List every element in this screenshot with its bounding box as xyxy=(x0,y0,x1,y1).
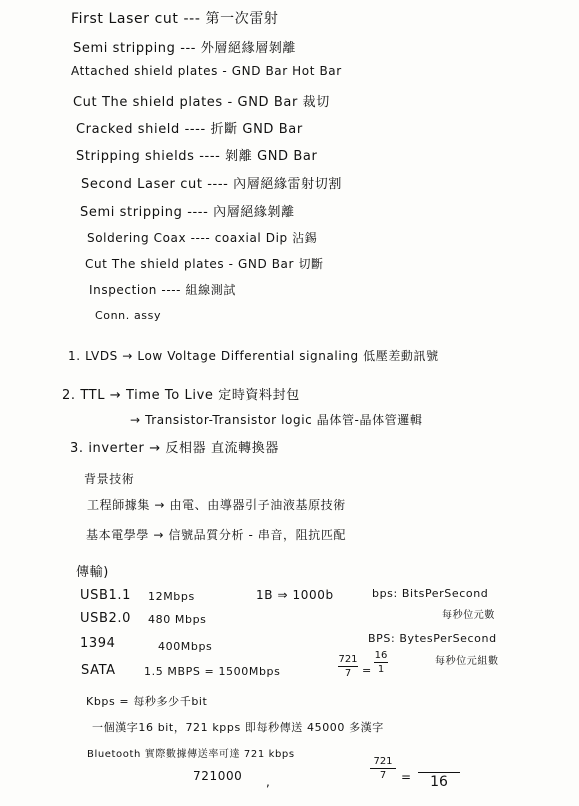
transfer-rate: 400Mbps xyxy=(158,640,213,653)
fraction-16 xyxy=(418,760,460,790)
fraction-denominator: 7 xyxy=(379,770,387,781)
transfer-rate: 480 Mbps xyxy=(148,613,207,626)
fraction-denominator: 7 xyxy=(344,668,352,679)
kbps-line: Kbps = 每秒多少千bit xyxy=(86,695,208,708)
step-line: Inspection ---- 組線測試 xyxy=(89,283,236,297)
Bps-chinese: 每秒位元組數 xyxy=(435,656,499,667)
step-line: Semi stripping --- 外層絕緣層剝離 xyxy=(73,41,297,56)
bps-definition: bps: BitsPerSecond xyxy=(372,587,489,600)
term-line: 3. inverter → 反相器 直流轉換器 xyxy=(70,441,279,456)
fraction-721-over-7 xyxy=(338,654,358,679)
term-line: 2. TTL → Time To Live 定時資料封包 xyxy=(62,388,300,403)
fraction-numerator: 721 xyxy=(373,756,393,767)
Bps-definition: BPS: BytesPerSecond xyxy=(368,632,497,645)
notes-line: 基本電學學 → 信號品質分析 - 串音，阻抗匹配 xyxy=(86,528,347,542)
step-line: Stripping shields ---- 剝離 GND Bar xyxy=(76,149,318,164)
fraction-16-over-1 xyxy=(374,650,388,675)
step-line: First Laser cut --- 第一次雷射 xyxy=(71,11,279,27)
step-line: Cut The shield plates - GND Bar 裁切 xyxy=(73,95,330,110)
transfer-name: 1394 xyxy=(80,636,116,651)
term-line: → Transistor-Transistor logic 晶体管-晶体管邏輯 xyxy=(130,413,423,427)
fraction-numerator xyxy=(418,760,460,771)
step-line: Attached shield plates - GND Bar Hot Bar xyxy=(71,64,342,78)
fraction-denominator: 1 xyxy=(377,664,385,675)
transfer-rate: 1.5 MBPS = 1500Mbps xyxy=(144,665,281,678)
kbps-number: 721000 xyxy=(193,769,243,783)
step-line: Cracked shield ---- 折斷 GND Bar xyxy=(76,122,303,137)
byte-note: 1B ⇒ 1000b xyxy=(256,588,334,602)
bps-chinese: 每秒位元數 xyxy=(442,610,495,621)
step-line: Second Laser cut ---- 內層絕緣雷射切割 xyxy=(81,177,342,192)
kbps-line: 一個漢字16 bit，721 kpps 即每秒傳送 45000 多漢字 xyxy=(92,721,384,734)
notes-line: 工程師據集 → 由電、由導器引子油液基原技術 xyxy=(87,498,346,512)
step-line: Conn. assy xyxy=(95,309,162,322)
fraction-numerator: 16 xyxy=(374,650,388,661)
fraction-numerator: 721 xyxy=(338,654,358,665)
step-line: Soldering Coax ---- coaxial Dip 沾錫 xyxy=(87,231,318,245)
transfer-name: USB1.1 xyxy=(80,588,131,603)
fraction-denominator: 16 xyxy=(430,774,448,790)
equals-sign: = xyxy=(362,664,372,677)
step-line: Cut The shield plates - GND Bar 切斷 xyxy=(85,257,324,271)
notes-heading: 背景技術 xyxy=(84,472,135,486)
transfer-heading: 傳輸) xyxy=(76,565,109,580)
step-line: Semi stripping ---- 內層絕緣剝離 xyxy=(80,205,295,220)
fraction-721-over-7-bottom xyxy=(370,756,396,781)
equals-sign: = xyxy=(401,770,412,784)
transfer-name: SATA xyxy=(81,663,116,678)
term-line: 1. LVDS → Low Voltage Differential signaling 低壓差動訊號 xyxy=(68,349,439,363)
transfer-rate: 12Mbps xyxy=(148,590,195,603)
kbps-line: Bluetooth 實際數據傳送率可達 721 kbps xyxy=(87,749,295,760)
kbps-comma: , xyxy=(266,775,271,789)
transfer-name: USB2.0 xyxy=(80,611,131,626)
